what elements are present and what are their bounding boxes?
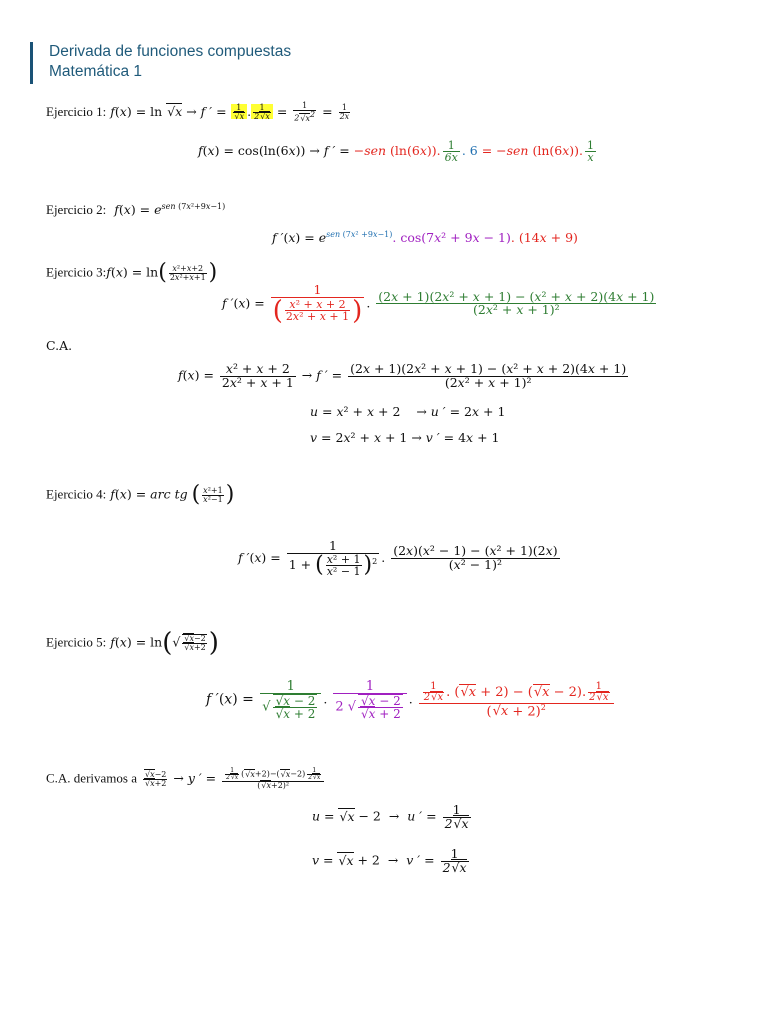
- exercise-3-statement: Ejercicio 3:f(x) = ln( $\frac{\text{x²+x+2}}{\text{2x²+x+1}}$ ): [46, 260, 218, 285]
- exercise-2-derivative: f $'(x) = e^{sen (7x^2 +9x-1)}$. cos(7x² + 9x − 1). (14x + 9): [272, 230, 578, 246]
- exercise-5-derivative: f ′(x) = 1 √ √ x − 2 √ x + 2 . 1 2 √ √ x − 2 √ x + 2 . $\frac{1}{2√ x}$ . (√ x + 2) − (√ x − 2). $\frac{1}{2√ x}$ (√ x + 2)$^2$: [206, 680, 616, 720]
- exercise-2-label: Ejercicio 2:: [46, 202, 107, 218]
- ca-1-label: C.A.: [46, 338, 73, 353]
- ca-2-statement: C.A. derivamos a √ x−2 √ x+2 → y ′ = $\frac{1}{2√ x}$ (√ x+2)−(√ x−2) $\frac{1}{2√ x}$ (√ x+2)²: [46, 768, 326, 790]
- ca-2-u: u = √ x − 2 → u ′ = $\frac{1}{2√ x}$: [312, 804, 473, 830]
- ca-2-label: C.A. derivamos a: [46, 770, 137, 786]
- document-subtitle: Matemática 1: [49, 63, 143, 80]
- ca-1-v: v = 2x² + x + 1 → v ′ = 4x + 1: [310, 430, 500, 445]
- exercise-2-statement: Ejercicio 2: $f(x) = e^{sen (7x^2+9x-1)}$: [46, 202, 226, 218]
- exercise-4-statement: Ejercicio 4: f(x) = arc tg ( $\frac{\text{x²+1}}{\text{x²−1}}$ ): [46, 482, 235, 507]
- exercise-1-statement: Ejercicio 1: f(x) = ln √ x → f ′ = 1 √ x . $\frac{1}{2√ x}$ = $\frac{1}{2√ x2}$ = $\frac{1}{2x}$: [46, 102, 352, 123]
- exercise-1-label: Ejercicio 1:: [46, 103, 107, 119]
- ca-2-v: v = √ x + 2 → v ′ = $\frac{1}{2√ x}$: [312, 848, 471, 874]
- exercise-4-derivative: f ′(x) = 1 1 + ( $\frac{\text{x² + 1}}{\text{x² − 1}}$ )$^2$ . $\frac{\text{(2x)(x² − 1) − (x² + 1)(2x)}}{\text{(x² − 1)²}}$: [238, 538, 558, 578]
- exercise-1b-derivative: f(x) = cos(ln(6x)) → f ′ = −sen (ln(6x)). $\frac{1}{6x}$ . 6 = −sen (ln(6x)). $\frac{1}{x}$: [198, 139, 595, 164]
- ca-1-derivative: f(x) = $\frac{\text{x² + x + 2}}{\text{2x² + x + 1}}$ → f ′ = $\frac{\text{(2x + 1)(2x² + x + 1) − (x² + x + 2)(4x + 1)}}{\text{(2x² + x + 1)²}}$: [178, 361, 627, 390]
- exercise-5-label: Ejercicio 5:: [46, 634, 107, 650]
- exercise-3-label: Ejercicio 3:: [46, 264, 107, 280]
- exercise-3-derivative: f ′(x) = 1 ( $\frac{\text{x² + x + 2}}{\text{2x² + x + 1}}$ ) . $\frac{\text{(2x + 1)(2x² + x + 1) − (x² + x + 2)(4x + 1)}}{\text{(2x² + x + 1)²}}$: [222, 282, 655, 326]
- exercise-5-statement: Ejercicio 5: f(x) = ln(√ √ x−2 √ x+2 ): [46, 630, 219, 656]
- ca-1-u: u = x² + x + 2 → u ′ = 2x + 1: [310, 404, 506, 419]
- document-title: Derivada de funciones compuestas: [49, 43, 292, 60]
- exercise-4-label: Ejercicio 4:: [46, 486, 107, 502]
- document-header: [30, 42, 291, 84]
